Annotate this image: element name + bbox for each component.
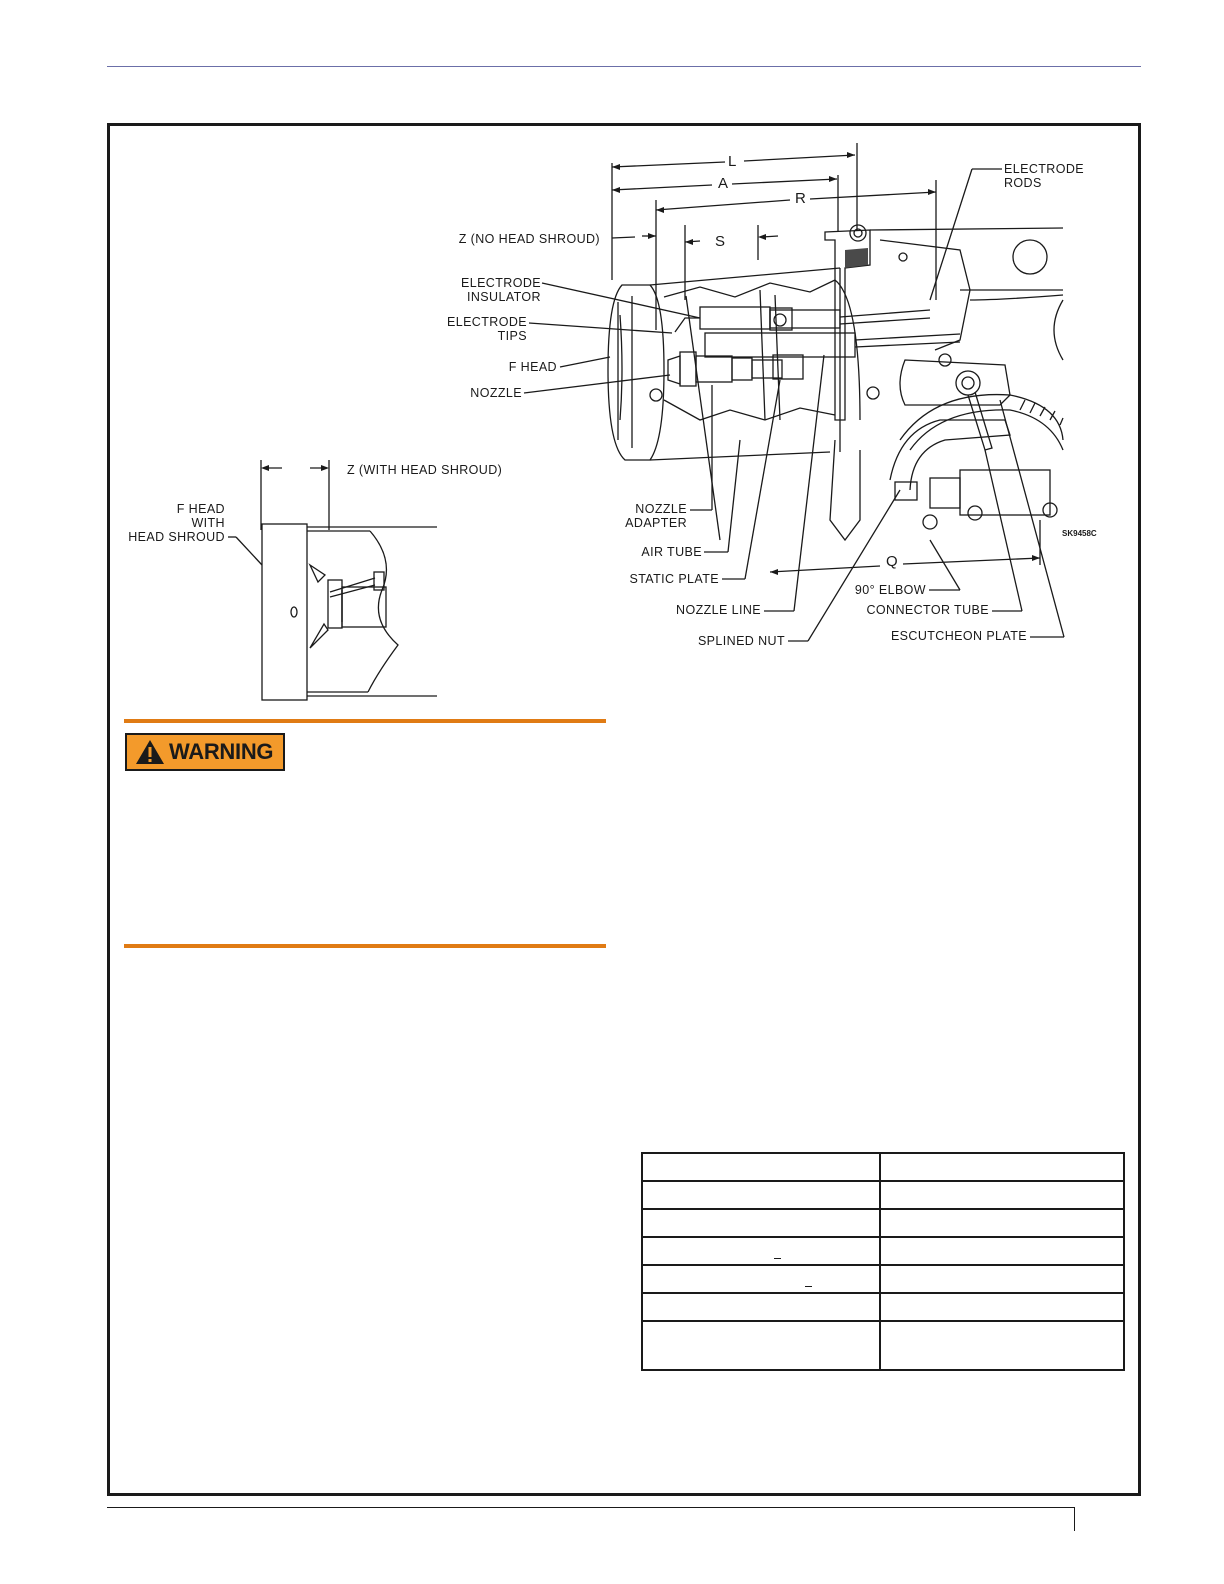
dim-label-a: A xyxy=(718,175,729,192)
warning-label: WARNING xyxy=(169,739,274,764)
callout-escutcheon-plate: ESCUTCHEON PLATE xyxy=(890,629,1027,643)
table-dash xyxy=(805,1286,812,1287)
table-row xyxy=(642,1293,1124,1321)
callout-90-elbow: 90° ELBOW xyxy=(854,583,926,597)
inset-label-with: WITH xyxy=(191,516,225,530)
dim-label-r: R xyxy=(795,190,806,207)
callout-electrode-rods-line2: RODS xyxy=(1004,176,1042,190)
callout-z-no-head-shroud: Z (NO HEAD SHROUD) xyxy=(458,232,600,246)
callout-electrode-insulator-line2: INSULATOR xyxy=(467,290,541,304)
inset-label-head-shroud: HEAD SHROUD xyxy=(128,530,225,544)
callout-static-plate: STATIC PLATE xyxy=(629,572,719,586)
drawing-code: SK9458C xyxy=(1062,529,1097,538)
callout-electrode-insulator-line1: ELECTRODE xyxy=(460,276,541,290)
callout-splined-nut: SPLINED NUT xyxy=(697,634,785,648)
dim-label-l: L xyxy=(728,153,737,170)
table-row xyxy=(642,1181,1124,1209)
warning-badge xyxy=(125,733,285,771)
table-row xyxy=(642,1153,1124,1181)
warning-top-rule xyxy=(124,719,606,723)
callout-f-head: F HEAD xyxy=(508,360,557,374)
callout-nozzle: NOZZLE xyxy=(470,386,522,400)
table-dash xyxy=(774,1258,781,1259)
footer-rule xyxy=(107,1507,1075,1508)
warning-triangle-icon xyxy=(135,738,165,766)
callout-electrode-tips-line2: TIPS xyxy=(497,329,527,343)
table-row xyxy=(642,1237,1124,1265)
inset-z-with-head-shroud: Z (WITH HEAD SHROUD) xyxy=(347,463,503,477)
footer-tick xyxy=(1074,1507,1075,1531)
spec-table xyxy=(641,1152,1125,1371)
table-row xyxy=(642,1321,1124,1370)
callout-electrode-rods-line1: ELECTRODE xyxy=(1004,162,1085,176)
warning-bottom-rule xyxy=(124,944,606,948)
callout-electrode-tips-line1: ELECTRODE xyxy=(446,315,527,329)
dim-label-q: Q xyxy=(886,553,898,570)
inset-label-f-head: F HEAD xyxy=(176,502,225,516)
table-row xyxy=(642,1209,1124,1237)
dim-label-s: S xyxy=(715,233,726,250)
callout-nozzle-adapter-line1: NOZZLE xyxy=(635,502,687,516)
callout-nozzle-line: NOZZLE LINE xyxy=(676,603,761,617)
callout-connector-tube: CONNECTOR TUBE xyxy=(866,603,989,617)
callout-air-tube: AIR TUBE xyxy=(641,545,702,559)
table-row xyxy=(642,1265,1124,1293)
callout-nozzle-adapter-line2: ADAPTER xyxy=(625,516,687,530)
